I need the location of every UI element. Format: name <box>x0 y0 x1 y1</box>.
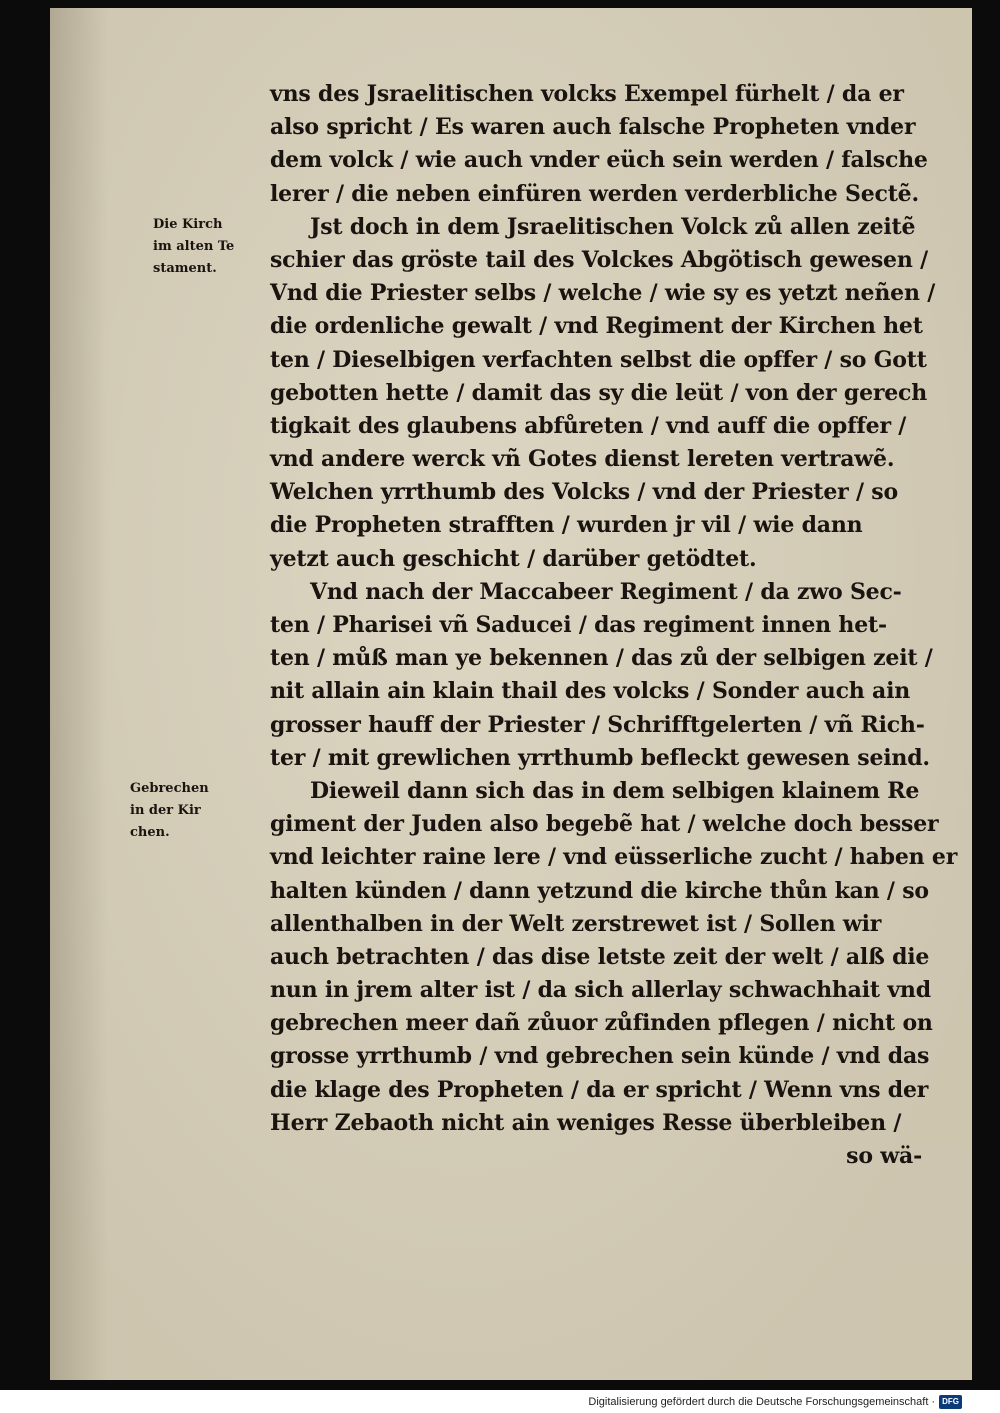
text-line: giment der Juden also begebẽ hat / welche doch besser <box>270 811 939 838</box>
digitization-footer <box>588 1391 962 1413</box>
text-line: schier das gröste tail des Volckes Abgötisch gewesen / <box>270 246 928 273</box>
text-line: Herr Zebaoth nicht ain weniges Resse überbleiben / <box>270 1109 902 1136</box>
book-page <box>50 8 972 1380</box>
text-line: vnd leichter raine lere / vnd eüsserliche zucht / haben er <box>270 844 958 871</box>
text-line: nit allain ain klain thail des volcks / Sonder auch ain <box>270 678 911 705</box>
text-line: ten / Pharisei vñ Saducei / das regiment innen het- <box>270 612 887 638</box>
text-line: also spricht / Es waren auch falsche Propheten vnder <box>270 114 916 141</box>
text-line: gebotten hette / damit das sy die leüt / von der gerech <box>270 379 928 406</box>
text-line: auch betrachten / das dise letste zeit der welt / alß die <box>270 943 930 970</box>
text-line: Dieweil dann sich das in dem selbigen klainem Re <box>310 777 920 804</box>
text-line: vns des Jsraelitischen volcks Exempel fürhelt / da er <box>270 81 904 107</box>
text-line: Vnd nach der Maccabeer Regiment / da zwo Sec- <box>310 578 902 605</box>
text-line: nun in jrem alter ist / da sich allerlay schwachhait vnd <box>270 977 931 1004</box>
marginal-note-defects-church <box>130 778 270 844</box>
dfg-logo: DFG <box>939 1395 962 1409</box>
marginal-note-line: Die Kirch <box>153 217 223 232</box>
text-line: grosse yrrthumb / vnd gebrechen sein künde / vnd das <box>270 1043 930 1070</box>
text-line: halten künden / dann yetzund die kirche thůn kan / so <box>270 877 929 904</box>
page-gutter-shadow <box>50 8 108 1380</box>
marginal-note-line: in der Kir <box>130 803 201 818</box>
catchword-line: so wä- <box>846 1143 922 1169</box>
marginal-note-line: chen. <box>130 825 170 840</box>
text-line: Jst doch in dem Jsraelitischen Volck zů allen zeitẽ <box>310 213 916 240</box>
text-line: grosser hauff der Priester / Schrifftgelerten / vñ Rich- <box>270 711 925 738</box>
text-line: ten / můß man ye bekennen / das zů der selbigen zeit / <box>270 645 933 672</box>
text-line: vnd andere werck vñ Gotes dienst lereten vertrawẽ. <box>270 446 895 473</box>
text-line: gebrechen meer dañ zůuor zůfinden pflegen / nicht on <box>270 1010 933 1037</box>
marginal-note-line: Gebrechen <box>130 781 209 796</box>
text-line: ter / mit grewlichen yrrthumb befleckt gewesen seind. <box>270 744 930 771</box>
text-line: lerer / die neben einfüren werden verderbliche Sectẽ. <box>270 180 919 207</box>
text-line: yetzt auch geschicht / darüber getödtet. <box>270 545 757 572</box>
text-line: dem volck / wie auch vnder eüch sein werden / falsche <box>270 147 928 174</box>
text-line: allenthalben in der Welt zerstrewet ist / Sollen wir <box>270 910 882 937</box>
main-text-block <box>270 78 960 1173</box>
text-line: Vnd die Priester selbs / welche / wie sy es yetzt neñen / <box>270 280 936 307</box>
marginal-note-line: im alten Te <box>153 239 235 254</box>
marginal-note-church-old-testament <box>153 214 273 280</box>
text-line: Welchen yrrthumb des Volcks / vnd der Priester / so <box>270 479 898 506</box>
text-line: die Propheten strafften / wurden jr vil / wie dann <box>270 512 863 539</box>
marginal-note-line: stament. <box>153 261 217 276</box>
footer-credit-text: Digitalisierung gefördert durch die Deutsche Forschungsgemeinschaft · <box>588 1396 936 1408</box>
text-line: die klage des Propheten / da er spricht / Wenn vns der <box>270 1076 929 1103</box>
text-line: tigkait des glaubens abfůreten / vnd auff die opffer / <box>270 412 907 439</box>
text-line: ten / Dieselbigen verfachten selbst die opffer / so Gott <box>270 346 927 373</box>
text-line: die ordenliche gewalt / vnd Regiment der Kirchen het <box>270 313 923 340</box>
